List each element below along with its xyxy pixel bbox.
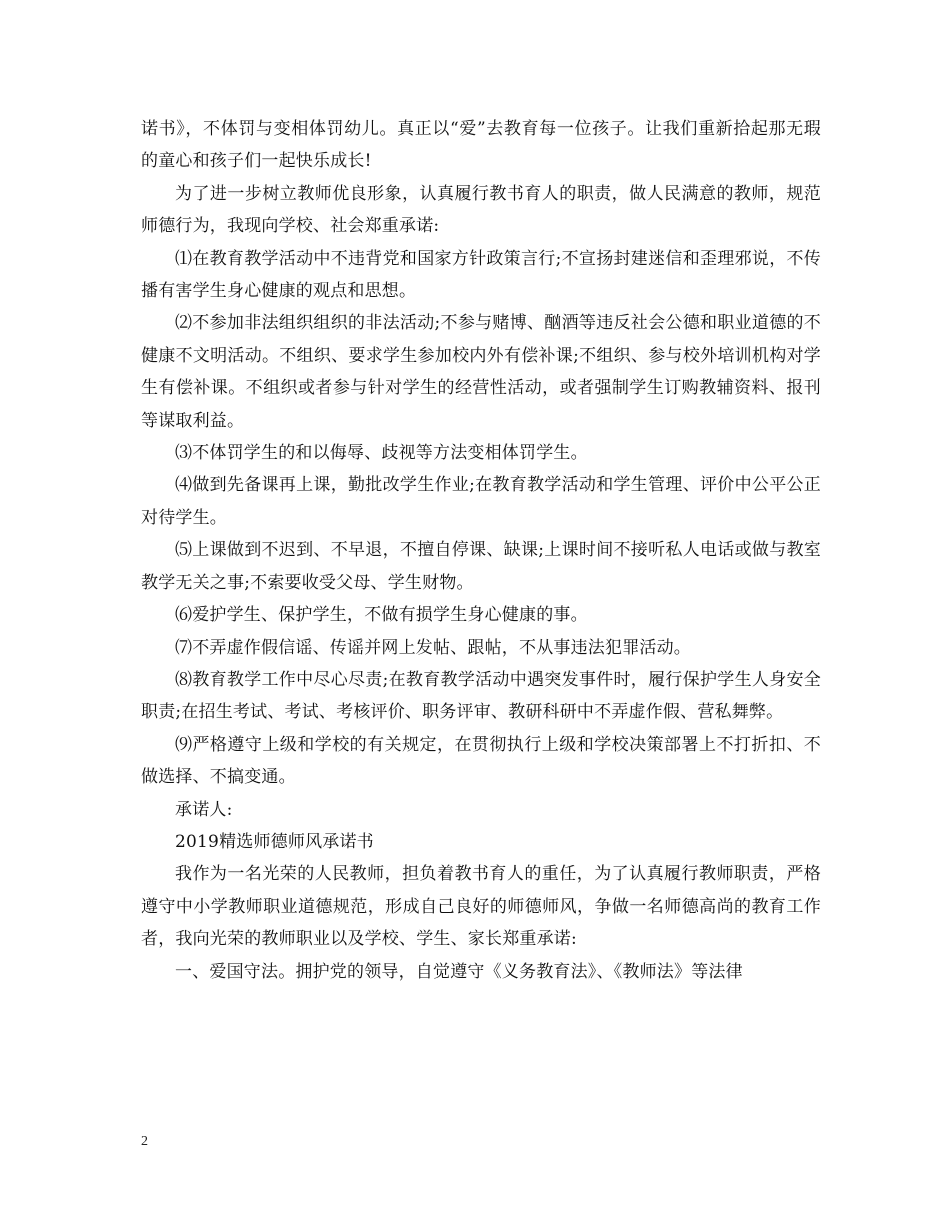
signature-label: 承诺人: bbox=[175, 799, 233, 820]
section-title: 2019精选师德师风承诺书 bbox=[175, 831, 374, 852]
document-body bbox=[141, 113, 821, 988]
paragraph: ⑵不参加非法组织组织的非法活动;不参与赌博、酗酒等违反社会公德和职业道德的不健康不文明活动。不组织、要求学生参加校内外有偿补课;不组织、参与校外培训机构对学生有偿补课。不组织或者参与针对学生的经营性活动，或者强制学生订购教辅资料、报刊等谋取利益。 bbox=[141, 313, 821, 431]
paragraph: ⑴在教育教学活动中不违背党和国家方针政策言行;不宣扬封建迷信和歪理邪说，不传播有害学生身心健康的观点和思想。 bbox=[141, 248, 821, 302]
page-number: 2 bbox=[141, 1134, 148, 1149]
paragraph: ⑹爱护学生、保护学生，不做有损学生身心健康的事。 bbox=[175, 605, 588, 626]
paragraph: ⑼严格遵守上级和学校的有关规定，在贯彻执行上级和学校决策部署上不打折扣、不做选择、不搞变通。 bbox=[141, 734, 821, 788]
paragraph: 我作为一名光荣的人民教师，担负着教书育人的重任，为了认真履行教师职责，严格遵守中小学教师职业道德规范，形成自己良好的师德师风，争做一名师德高尚的教育工作者，我向光荣的教师职业以及学校、学生、家长郑重承诺: bbox=[141, 864, 821, 950]
paragraph: ⑻教育教学工作中尽心尽责;在教育教学活动中遇突发事件时，履行保护学生人身安全职责;在招生考试、考试、考核评价、职务评审、教研科研中不弄虚作假、营私舞弊。 bbox=[141, 669, 821, 723]
paragraph: 一、爱国守法。拥护党的领导，自觉遵守《义务教育法》、《教师法》等法律 bbox=[175, 961, 743, 982]
paragraph: ⑶不体罚学生的和以侮辱、歧视等方法变相体罚学生。 bbox=[175, 443, 588, 464]
paragraph: ⑷做到先备课再上课，勤批改学生作业;在教育教学活动和学生管理、评价中公平公正对待学生。 bbox=[141, 475, 821, 528]
paragraph: ⑸上课做到不迟到、不早退，不擅自停课、缺课;上课时间不接听私人电话或做与教室教学无关之事;不索要收受父母、学生财物。 bbox=[141, 540, 821, 593]
paragraph: ⑺不弄虚作假信谣、传谣并网上发帖、跟帖，不从事违法犯罪活动。 bbox=[175, 637, 691, 658]
paragraph: 诺书》，不体罚与变相体罚幼儿。真正以“爱”去教育每一位孩子。让我们重新拾起那无瑕的童心和孩子们一起快乐成长! bbox=[141, 119, 821, 172]
paragraph: 为了进一步树立教师优良形象，认真履行教书育人的职责，做人民满意的教师，规范师德行为，我现向学校、社会郑重承诺: bbox=[141, 183, 821, 237]
